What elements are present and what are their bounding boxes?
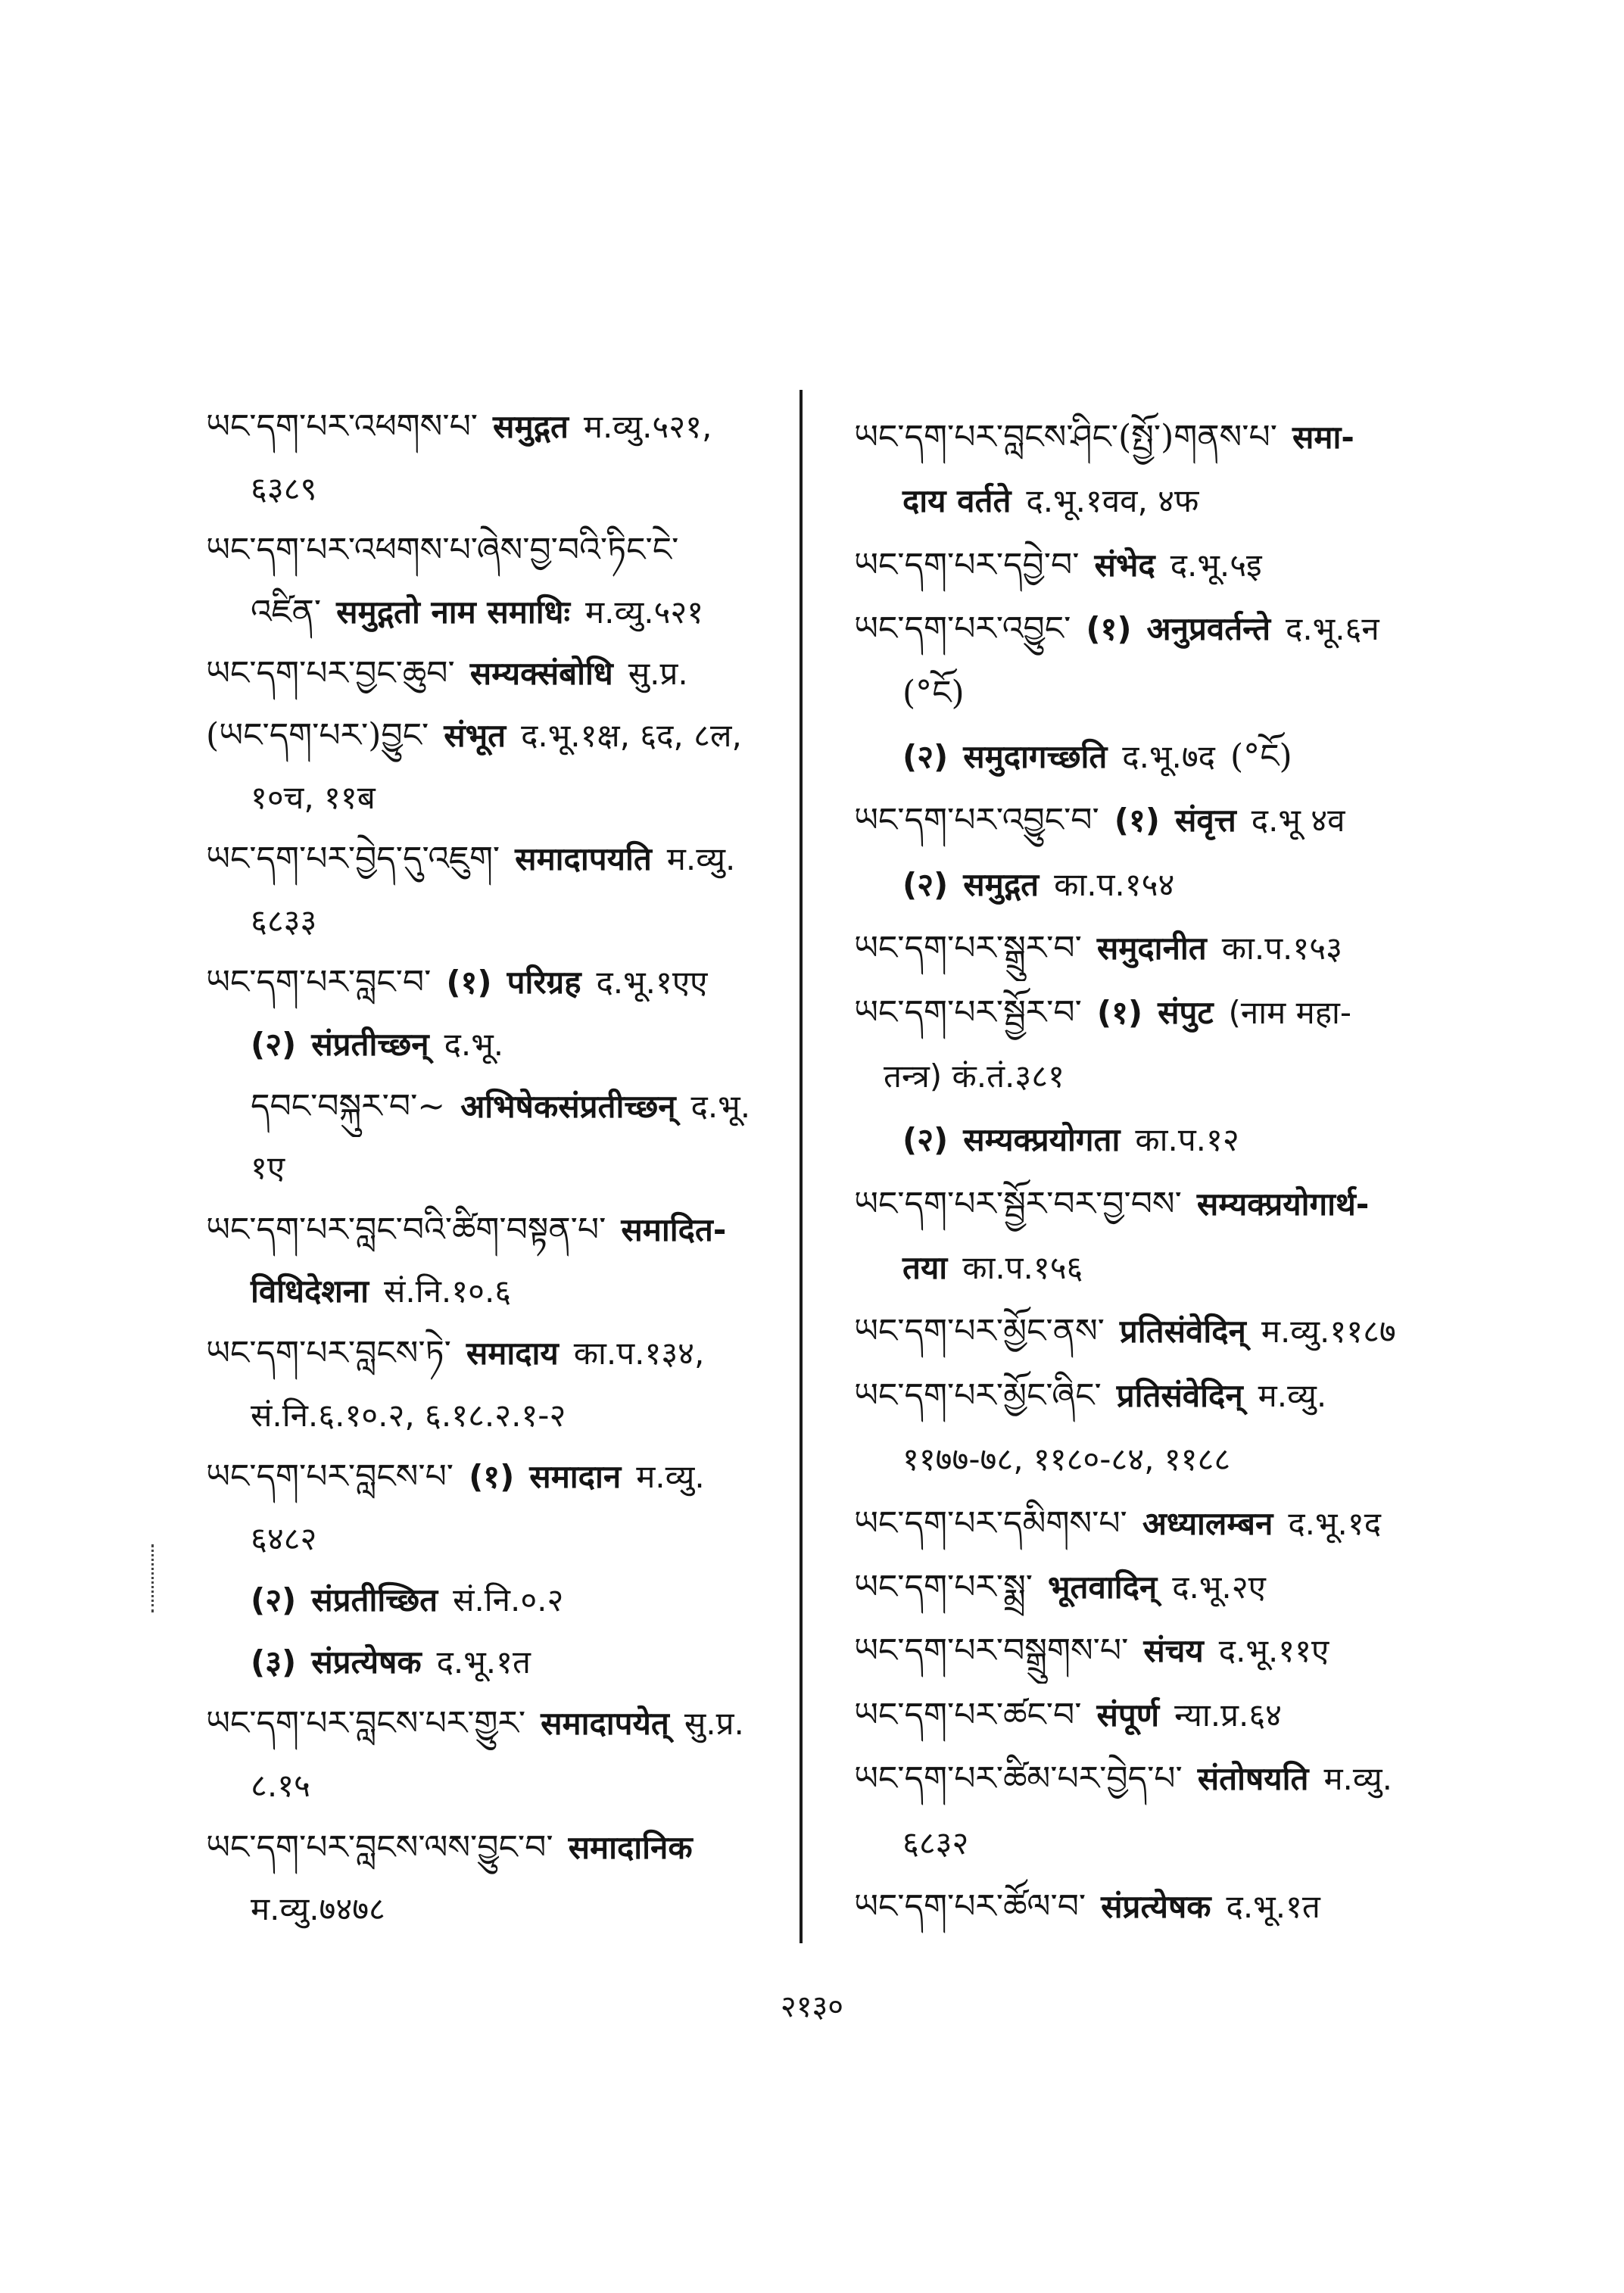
source-reference: द.भू.५इ <box>1170 546 1262 584</box>
tibetan-term: ཡང་དག་པར་དམིགས་པ་ <box>854 1503 1127 1543</box>
entry-continuation <box>206 1755 789 1817</box>
entry-continuation <box>854 725 1520 789</box>
source-reference: सं.नि.१०.६ <box>384 1273 512 1310</box>
entry-line <box>206 1446 789 1508</box>
sense-number: (२) <box>902 737 949 775</box>
sanskrit-term: संभूत <box>444 716 507 754</box>
source-reference: सु.प्र. <box>628 655 688 693</box>
source-reference: ६८३३ <box>251 902 317 939</box>
source-reference: द.भू.१क्ष, ६द, ८ल, <box>521 716 742 754</box>
source-reference: द.भू ४व <box>1251 802 1345 840</box>
tibetan-term: ཡང་དག་པར་འབྱུང་བ་ <box>854 801 1099 840</box>
tibetan-term: ཡང་དག་པར་ཚིམ་པར་བྱེད་པ་ <box>854 1759 1183 1799</box>
sanskrit-term: समादानिक <box>568 1828 693 1866</box>
source-reference: सं.नि.६.१०.२, ६.१८.२.१-२ <box>251 1396 566 1434</box>
sanskrit-term: संप्रतीच्छित <box>311 1581 438 1619</box>
tibetan-term: ཡང་དག་པར་བསྒྲུགས་པ་ <box>854 1631 1129 1671</box>
entry-line <box>206 519 789 581</box>
sanskrit-term: सम्यक्संबोधि <box>469 655 613 693</box>
entry-continuation <box>206 1631 789 1693</box>
entry-continuation <box>854 1812 1520 1875</box>
margin-mark <box>151 1544 154 1612</box>
tibetan-term: འཛིན་ <box>251 592 322 631</box>
tibetan-term: ཡང་དག་པར་སྨྲ་ <box>854 1568 1033 1607</box>
source-reference: का.प.१३४, <box>573 1334 705 1372</box>
source-reference: (नाम महा- <box>1228 993 1352 1031</box>
tibetan-term: ཡང་དག་པར་བླང་བའི་ཚིག་བསྟན་པ་ <box>206 1210 606 1249</box>
entry-line <box>854 1300 1520 1363</box>
tibetan-term: ཡང་དག་པར་མྱོང་ནས་ <box>854 1312 1105 1351</box>
entry-continuation <box>206 767 789 829</box>
entry-continuation <box>206 1569 789 1631</box>
source-reference: द.भू.२ए <box>1172 1569 1266 1606</box>
source-reference: द.भू.१त <box>436 1643 531 1681</box>
source-reference: ११७७-७८, ११८०-८४, ११८८ <box>902 1441 1231 1478</box>
sense-number: (२) <box>902 1121 949 1159</box>
source-reference: तन्त्र) कं.तं.३८१ <box>884 1057 1064 1095</box>
entry-continuation <box>206 1260 789 1323</box>
source-reference: सं.नि.०.२ <box>453 1581 564 1619</box>
source-reference: १ए <box>251 1149 285 1187</box>
entry-continuation <box>854 1045 1520 1108</box>
sanskrit-term: संप्रत्येषक <box>1101 1887 1211 1925</box>
sense-number: (१) <box>1096 993 1143 1031</box>
entry-line <box>854 1684 1520 1747</box>
sanskrit-term: समादान <box>529 1458 622 1496</box>
source-reference: द.भू.१द <box>1288 1504 1382 1542</box>
entry-continuation <box>854 1236 1520 1300</box>
left-column <box>206 396 789 1940</box>
sense-number: (१) <box>446 964 492 1002</box>
entry-continuation <box>854 1108 1520 1172</box>
sanskrit-term: अनुप्रवर्तन्ते <box>1146 610 1271 648</box>
source-reference: द.भू.११ए <box>1218 1632 1329 1670</box>
entry-continuation <box>854 1428 1520 1491</box>
sanskrit-term: समादाय <box>466 1334 559 1372</box>
tibetan-term: (ཡང་དག་པར་)བྱུང་ <box>206 715 429 755</box>
entry-continuation <box>206 1137 789 1199</box>
tibetan-term: ཡང་དག་པར་འཕགས་པ་ <box>206 407 478 446</box>
entry-continuation <box>854 853 1520 917</box>
entry-line <box>854 1364 1520 1428</box>
entry-line <box>854 597 1520 661</box>
sanskrit-term: दाय वर्तते <box>902 482 1011 520</box>
source-reference: म.व्यु. <box>1258 1376 1327 1414</box>
tibetan-term: དབང་བསྐུར་བ་~ <box>251 1086 446 1126</box>
tibetan-term: ཡང་དག་པར་བླངས་པ་ <box>206 1457 454 1497</box>
sanskrit-term: समुद्गत <box>493 408 569 445</box>
tibetan-term: ཡང་དག་པར་བྱང་ཆུབ་ <box>206 654 455 693</box>
source-reference: सु.प्र. <box>684 1705 744 1743</box>
sanskrit-term: विधिदेशना <box>251 1273 369 1310</box>
source-reference: म.व्यु.५२१ <box>585 593 704 631</box>
source-reference: द.भू.१एए <box>596 964 708 1002</box>
source-reference: ८.१५ <box>251 1767 310 1805</box>
sanskrit-term: प्रतिसंवेदिन् <box>1119 1313 1246 1351</box>
entry-continuation <box>206 1878 789 1940</box>
entry-continuation <box>206 1076 789 1138</box>
entry-continuation <box>206 1385 789 1447</box>
entry-line <box>854 1875 1520 1939</box>
tibetan-term: ཡང་དག་པར་བླངས་ཏེ་ <box>206 1333 451 1372</box>
sanskrit-term: समादित- <box>621 1210 727 1248</box>
entry-line <box>854 534 1520 597</box>
sense-number: (१) <box>1114 802 1160 840</box>
sanskrit-term: अभिषेकसंप्रतीच्छन् <box>460 1087 676 1125</box>
page-number: २१३० <box>780 1989 844 2024</box>
sense-number: (१) <box>1086 610 1132 648</box>
entry-line <box>854 1556 1520 1619</box>
sanskrit-term: समुद्गतो नाम समाधिः <box>336 593 570 631</box>
entry-continuation <box>206 1508 789 1570</box>
sanskrit-term: तया <box>902 1249 948 1287</box>
sanskrit-term: भूतवादिन् <box>1048 1569 1158 1606</box>
tibetan-term: ཡང་དག་པར་བླངས་པར་གྱུར་ <box>206 1704 526 1743</box>
tibetan-term: ཡང་དག་པར་བླངས་ཤིང་(སྤྱོ་)གནས་པ་ <box>854 418 1277 456</box>
sense-number: (२) <box>251 1581 297 1619</box>
tibetan-term: ཡང་དག་པར་དབྱེ་བ་ <box>854 545 1080 584</box>
entry-continuation <box>854 662 1520 725</box>
source-reference: म.व्यु.५२१, <box>583 408 712 445</box>
entry-line <box>854 789 1520 852</box>
sanskrit-term: समुदानीत <box>1096 930 1207 967</box>
source-reference: का.प.१५४ <box>1054 865 1175 903</box>
source-reference: द.भू.६न <box>1286 610 1379 648</box>
entry-line <box>206 1199 789 1261</box>
sanskrit-term: समादापयेत् <box>541 1705 669 1743</box>
tibetan-note: (°ངོ) <box>902 673 965 712</box>
source-reference: द.भू.१त <box>1226 1887 1320 1925</box>
tibetan-term: ཡང་དག་པར་ཚོལ་བ་ <box>854 1886 1086 1926</box>
tibetan-term: ཡང་དག་པར་བླངས་ལས་བྱུང་བ་ <box>206 1827 553 1867</box>
source-reference: म.व्यु.७४७८ <box>251 1890 385 1928</box>
tibetan-term: ཡང་དག་པར་འབྱུང་ <box>854 609 1071 649</box>
sanskrit-term: समा- <box>1292 419 1354 456</box>
source-reference: न्या.प्र.६४ <box>1174 1696 1283 1734</box>
entry-continuation <box>206 458 789 520</box>
sanskrit-term: सम्यक्प्रयोगार्थ- <box>1196 1185 1370 1223</box>
tibetan-note: (°ངོ) <box>1230 737 1292 776</box>
source-reference: द.भू.७द <box>1122 737 1215 775</box>
tibetan-term: ཡང་དག་པར་འཕགས་པ་ཞེས་བྱ་བའི་ཏིང་ངེ་ <box>206 531 679 570</box>
sense-number: (२) <box>902 865 949 903</box>
entry-continuation <box>206 581 789 643</box>
entry-continuation <box>206 890 789 952</box>
entry-continuation <box>206 1014 789 1076</box>
tibetan-term: ཡང་དག་པར་བླང་བ་ <box>206 963 432 1002</box>
sense-number: (१) <box>469 1458 515 1496</box>
source-reference: ६८३२ <box>902 1824 969 1862</box>
entry-line <box>854 981 1520 1045</box>
right-column <box>854 406 1520 1939</box>
entry-line <box>854 1619 1520 1683</box>
source-reference: १०च, ११ब <box>251 778 376 816</box>
source-reference: ६३८९ <box>251 469 317 507</box>
entry-line <box>206 1693 789 1755</box>
sanskrit-term: समादापयति <box>515 840 652 878</box>
entry-line <box>206 705 789 767</box>
entry-line <box>854 1492 1520 1556</box>
entry-line <box>206 1817 789 1879</box>
entry-line <box>206 643 789 705</box>
source-reference: ६४८२ <box>251 1519 317 1557</box>
sanskrit-term: संवृत्त <box>1175 802 1236 840</box>
source-reference: का.प.१५६ <box>962 1249 1083 1287</box>
column-divider <box>800 390 803 1943</box>
entry-line <box>206 952 789 1014</box>
sanskrit-term: परिग्रह <box>507 964 581 1002</box>
source-reference: म.व्यु. <box>1323 1760 1392 1798</box>
source-reference: द.भू. <box>444 1025 504 1063</box>
sanskrit-term: संभेद <box>1094 546 1155 584</box>
sanskrit-term: संप्रत्येषक <box>311 1643 422 1681</box>
sanskrit-term: अध्यालम्बन <box>1142 1504 1273 1542</box>
sanskrit-term: समुद्गत <box>963 865 1040 903</box>
sanskrit-term: संतोषयति <box>1197 1760 1309 1798</box>
sanskrit-term: प्रतिसंवेदिन् <box>1116 1376 1243 1414</box>
source-reference: म.व्यु. <box>666 840 736 878</box>
sanskrit-term: समुदागच्छति <box>963 737 1108 775</box>
entry-line <box>206 396 789 458</box>
tibetan-term: ཡང་དག་པར་སྦྱོར་བར་བྱ་བས་ <box>854 1184 1182 1223</box>
source-reference: का.प.१५३ <box>1221 930 1342 967</box>
entry-continuation <box>854 469 1520 533</box>
source-reference: द.भू.१वव, ४फ <box>1026 482 1199 520</box>
entry-line <box>206 1323 789 1385</box>
entry-line <box>854 1173 1520 1236</box>
entry-line <box>854 1747 1520 1811</box>
entry-line <box>854 917 1520 980</box>
source-reference: का.प.१२ <box>1135 1121 1239 1159</box>
sanskrit-term: सम्यक्प्रयोगता <box>963 1121 1121 1159</box>
source-reference: म.व्यु. <box>636 1458 705 1496</box>
sanskrit-term: संपूर्ण <box>1096 1696 1160 1734</box>
entry-line <box>854 406 1520 469</box>
source-reference: द.भू. <box>690 1087 751 1125</box>
tibetan-term: ཡང་དག་པར་མྱོང་ཞིང་ <box>854 1375 1102 1415</box>
tibetan-term: ཡང་དག་པར་བྱེད་དུ་འཇུག་ <box>206 840 500 879</box>
sanskrit-term: संप्रतीच्छन् <box>311 1025 429 1063</box>
sanskrit-term: संचय <box>1143 1632 1204 1670</box>
sanskrit-term: संपुट <box>1158 993 1214 1031</box>
tibetan-term: ཡང་དག་པར་སྒྲུར་བ་ <box>854 929 1082 968</box>
sense-number: (३) <box>251 1643 297 1681</box>
tibetan-term: ཡང་དག་པར་ཚང་བ་ <box>854 1695 1082 1734</box>
tibetan-term: ཡང་དག་པར་སྦྱོར་བ་ <box>854 992 1082 1032</box>
sense-number: (२) <box>251 1025 297 1063</box>
source-reference: म.व्यु.११८७ <box>1261 1313 1396 1351</box>
entry-line <box>206 828 789 890</box>
